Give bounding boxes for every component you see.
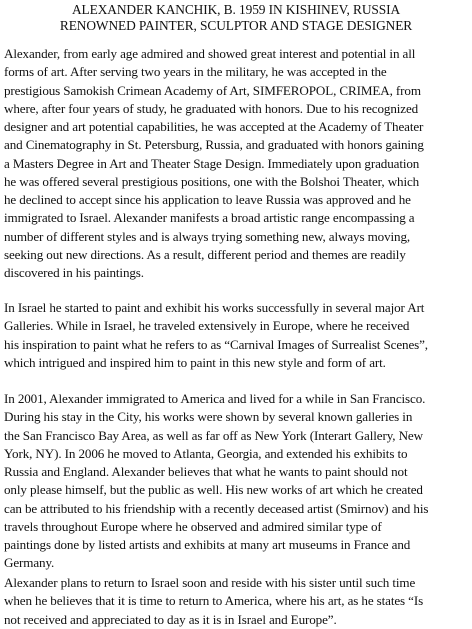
paragraph-line: not received and appreciated to day as it is in Israel and Europe”. — [4, 611, 337, 627]
paragraph-america — [4, 390, 470, 573]
page-title: ALEXANDER KANCHIK, B. 1959 IN KISHINEV, RUSSIA — [71, 2, 401, 17]
paragraph-line: the San Francisco Bay Area, as well as far off as New York (Interart Gallery, New — [4, 427, 423, 443]
paragraph-line: only please himself, but the public as well. His new works of art which he created — [4, 482, 423, 498]
paragraph-line: York, NY). In 2006 he moved to Atlanta, Georgia, and extended his exhibits to — [4, 445, 408, 461]
paragraph-line: Germany. — [4, 555, 55, 571]
paragraph-line: Alexander, from early age admired and showed great interest and potential in all — [4, 46, 416, 61]
paragraph-line: Galleries. While in Israel, he traveled extensively in Europe, where he received — [4, 318, 410, 334]
paragraph-line: designer and art potential capabilities, he was accepted at the Academy of Theater — [4, 119, 424, 134]
paragraph-line: where, after four years of study, he graduated with honors. Due to his recognized — [4, 100, 419, 116]
paragraph-line: a Masters Degree in Art and Theater Stage Design. Immediately upon graduation — [4, 155, 420, 171]
paragraph-early-life — [4, 45, 470, 282]
paragraph-line: forms of art. After serving two years in the military, he was accepted in the — [4, 64, 387, 80]
paragraph-line: Russia and England. Alexander believes that what he wants to paint should not — [4, 464, 408, 479]
paragraph-line: Alexander plans to return to Israel soon and reside with his sister until such time — [4, 575, 416, 590]
paragraph-line: immigrated to Israel. Alexander manifests a broad artistic range encompassing a — [4, 210, 415, 226]
page-subtitle: RENOWNED PAINTER, SCULPTOR AND STAGE DESIGNER — [59, 18, 413, 33]
paragraph-line: can be attributed to his friendship with a recently deceased artist (Smirnov) and his — [4, 500, 429, 516]
paragraph-line: paintings done by listed artists and exhibits at many art museums in France and — [4, 537, 411, 552]
paragraph-line: his inspiration to paint what he refers to as “Carnival Images of Surrealist Scenes”, — [4, 336, 428, 352]
paragraph-line: prestigious Samokish Crimean Academy of Art, SIMFEROPOL, CRIMEA, from — [4, 82, 421, 98]
paragraph-line: In Israel he started to paint and exhibit his works successfully in several major Art — [4, 300, 425, 315]
paragraph-line: he declined to accept since his application to leave Russia was approved and he — [4, 192, 411, 207]
paragraph-line: and Cinematography in St. Petersburg, Russia, and graduated with honors gaining — [4, 137, 424, 153]
paragraph-line: which intrigued and inspired him to paint in this new style and form of art. — [4, 354, 386, 370]
paragraph-line: discovered in his paintings. — [4, 265, 144, 280]
paragraph-future-plans — [4, 574, 470, 629]
paragraph-line: seeking out new directions. As a result, different period and themes are readily — [4, 246, 406, 262]
paragraph-line: During his stay in the City, his works were shown by several known galleries in — [4, 409, 413, 425]
paragraph-israel — [4, 299, 470, 372]
paragraph-line: when he believes that it is time to return to America, where his art, as he states “Is — [4, 593, 424, 609]
paragraph-line: travels throughout Europe where he observed and admired similar type of — [4, 518, 382, 534]
paragraph-line: number of different styles and is always trying something new, always moving, — [4, 228, 411, 244]
paragraph-line: In 2001, Alexander immigrated to America and lived for a while in San Francisco. — [4, 391, 426, 406]
paragraph-line: he was offered several prestigious positions, one with the Bolshoi Theater, which — [4, 173, 420, 189]
